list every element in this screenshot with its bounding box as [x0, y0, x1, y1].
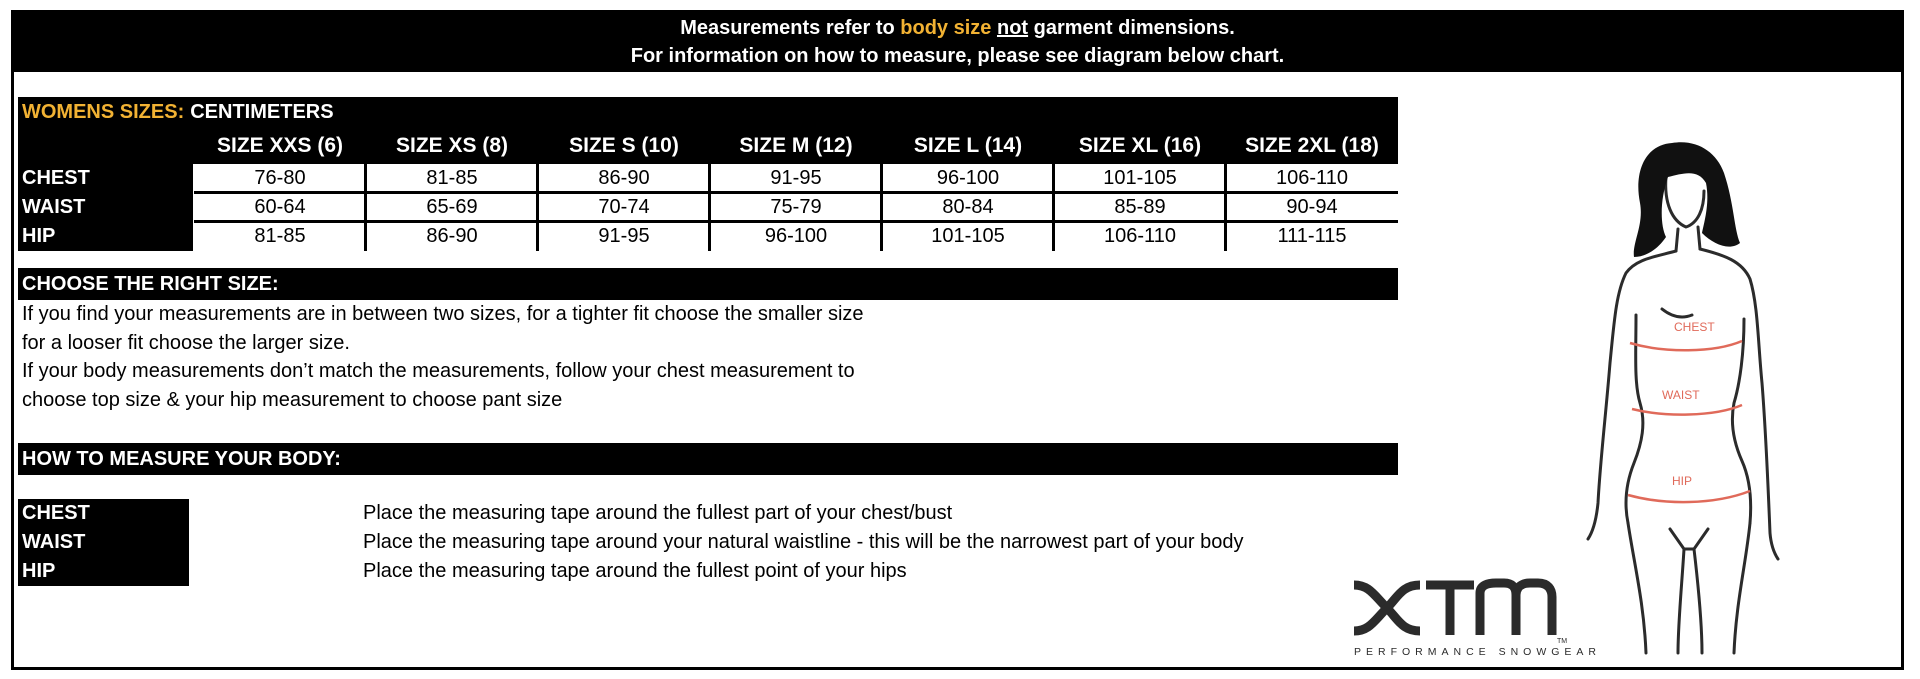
logo-tagline: PERFORMANCE SNOWGEAR	[1354, 646, 1602, 658]
table-cell: 85-89	[1114, 196, 1166, 218]
col-header: SIZE L (14)	[882, 128, 1054, 164]
col-header: SIZE S (10)	[538, 128, 710, 164]
table-cell: 81-85	[254, 225, 306, 247]
table-cell: 90-94	[1286, 196, 1338, 218]
header-highlight: body size	[900, 17, 992, 39]
measure-label-chest: CHEST	[18, 499, 189, 528]
table-cell: 101-105	[1103, 167, 1177, 189]
row-label-chest: CHEST	[18, 164, 193, 193]
table-cell: 86-90	[598, 167, 650, 189]
logo-tm: TM	[1557, 638, 1568, 645]
choose-line: If your body measurements don’t match the measurements, follow your chest measurement to	[22, 360, 855, 382]
header-banner	[14, 13, 1901, 72]
table-cell: 81-85	[426, 167, 478, 189]
col-header: SIZE XXS (6)	[194, 128, 366, 164]
table-cell: 96-100	[936, 167, 1000, 189]
header-line-1: Measurements refer to body size not garment dimensions.	[680, 17, 1235, 39]
size-chart-frame	[11, 10, 1904, 670]
table-cell: 76-80	[254, 167, 306, 189]
table-title-bar	[18, 97, 1398, 128]
table-cell: 70-74	[598, 196, 650, 218]
measure-label-hip: HIP	[18, 557, 189, 586]
table-cell: 86-90	[426, 225, 478, 247]
table-corner	[18, 128, 194, 164]
measure-desc-waist: Place the measuring tape around your natural waistline - this will be the narrowest part of your body	[363, 531, 1244, 553]
choose-line: for a looser fit choose the larger size.	[22, 332, 350, 354]
col-header: SIZE 2XL (18)	[1226, 128, 1398, 164]
col-header: SIZE XS (8)	[366, 128, 538, 164]
how-to-measure-heading: HOW TO MEASURE YOUR BODY:	[18, 443, 1398, 475]
figure-hip-label: HIP	[1672, 474, 1693, 488]
choose-line: If you find your measurements are in between two sizes, for a tighter fit choose the smaller size	[22, 303, 864, 325]
table-cell: 80-84	[942, 196, 994, 218]
choose-size-heading: CHOOSE THE RIGHT SIZE:	[18, 268, 1398, 300]
table-cell: 111-115	[1277, 225, 1347, 247]
measure-label-waist: WAIST	[18, 528, 189, 557]
row-label-waist: WAIST	[18, 193, 193, 222]
header-underline: not	[996, 17, 1029, 39]
col-header: SIZE M (12)	[710, 128, 882, 164]
table-unit: CENTIMETERS	[190, 101, 334, 123]
table-cell: 91-95	[598, 225, 650, 247]
table-cell: 65-69	[426, 196, 478, 218]
table-cell: 106-110	[1276, 167, 1348, 189]
choose-line: choose top size & your hip measurement to choose pant size	[22, 389, 563, 411]
table-cell: 101-105	[931, 225, 1005, 247]
measure-desc-hip: Place the measuring tape around the fullest point of your hips	[363, 560, 907, 582]
measure-desc-chest: Place the measuring tape around the fullest part of your chest/bust	[363, 502, 953, 524]
xtm-logo	[1344, 573, 1602, 663]
col-header: SIZE XL (16)	[1054, 128, 1226, 164]
table-cell: 60-64	[254, 196, 306, 218]
table-cell: 91-95	[770, 167, 822, 189]
table-cell: 106-110	[1104, 225, 1176, 247]
figure-waist-label: WAIST	[1662, 388, 1700, 402]
table-label: WOMENS SIZES:	[22, 101, 185, 123]
figure-chest-label: CHEST	[1674, 320, 1715, 334]
table-cell: 75-79	[770, 196, 822, 218]
body-measure-figure	[1574, 133, 1794, 668]
row-label-hip: HIP	[18, 222, 193, 251]
header-line-2: For information on how to measure, please see diagram below chart.	[630, 45, 1285, 67]
table-cell: 96-100	[764, 225, 828, 247]
